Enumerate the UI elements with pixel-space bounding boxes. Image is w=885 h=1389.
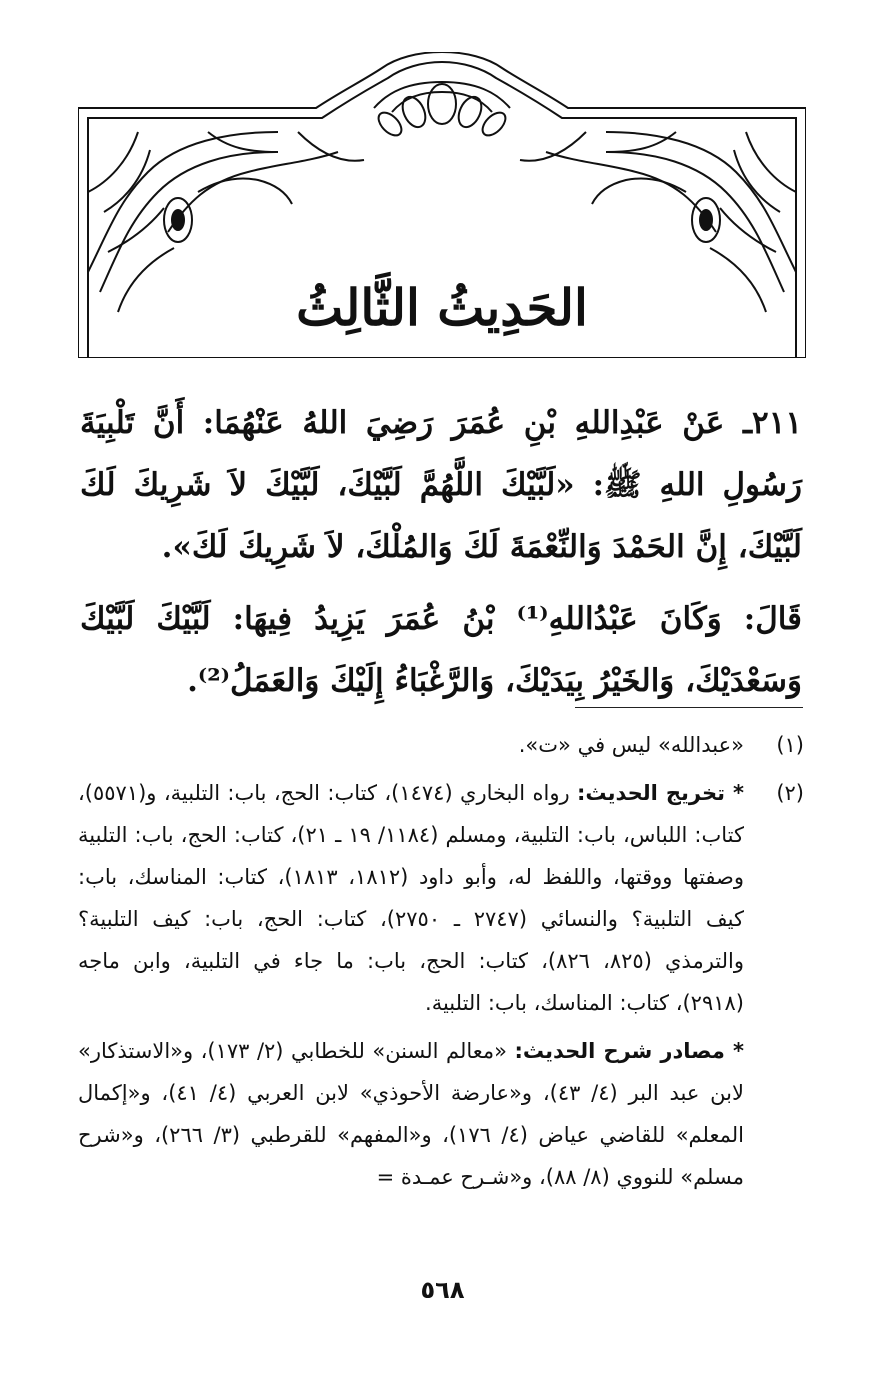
chapter-title: الحَدِيثُ الثَّالِثُ bbox=[296, 278, 588, 337]
footnote bbox=[78, 772, 804, 1024]
hadith-text bbox=[80, 392, 802, 712]
page-number: ٥٦٨ bbox=[420, 1276, 465, 1304]
footnotes bbox=[78, 724, 804, 1204]
footnote-body: رواه البخاري (١٤٧٤)، كتاب: الحج، باب: التلبية، و(٥٥٧١)، كتاب: اللباس، باب: التلبية، ومسلم (١١٨٤/ ١٩ ـ ٢١)، كتاب: الحج، باب: التلبية وصفتها ووقتها، واللفظ له، وأبو داود (١٨١٢، ١٨١٣)، كتاب: المناسك، باب: كيف التلبية؟ والنسائي (٢٧٤٧ ـ ٢٧٥٠)، كتاب: الحج، باب: كيف التلبية؟ والترمذي (٨٢٥، ٨٢٦)، كتاب: الحج، باب: ما جاء في التلبية، وابن ماجه (٢٩١٨)، كتاب: المناسك، باب: التلبية. bbox=[78, 781, 745, 1015]
footnote-body: «معالم السنن» للخطابي (٢/ ١٧٣)، و«الاستذكار» لابن عبد البر (٤/ ٤٣)، و«عارضة الأحوذي» لابن العربي (٤/ ٤١)، و«إكمال المعلم» للقاضي عياض (٤/ ١٧٦)، و«المفهم» للقرطبي (٣/ ٢٦٦)، و«شرح مسلم» للنووي (٨/ ٨٨)، و«شـرح عمـدة = bbox=[78, 1039, 744, 1189]
hadith-paragraph: قَالَ: وَكَانَ عَبْدُاللهِ⁽¹⁾ بْنُ عُمَرَ يَزِيدُ فِيهَا: لَبَّيْكَ لَبَّيْكَ وَسَعْدَيْكَ، وَالخَيْرُ بِيَدَيْكَ، وَالرَّغْبَاءُ إِلَيْكَ وَالعَمَلُ⁽²⁾. bbox=[80, 601, 802, 699]
footnote-label: * تخريج الحديث: bbox=[577, 781, 744, 805]
footnote-continuation bbox=[78, 1030, 744, 1198]
footnote-number: (٢) bbox=[776, 781, 804, 805]
footnote-label: * مصادر شرح الحديث: bbox=[514, 1039, 744, 1063]
footnote-number: (١) bbox=[776, 733, 804, 757]
footnote-separator bbox=[575, 707, 803, 708]
hadith-paragraph: ٢١١ـ عَنْ عَبْدِاللهِ بْنِ عُمَرَ رَضِيَ اللهُ عَنْهُمَا: أَنَّ تَلْبِيَةَ رَسُولِ اللهِ ﷺ: «لَبَّيْكَ اللَّهُمَّ لَبَّيْكَ، لَبَّيْكَ لاَ شَرِيكَ لَكَ لَبَّيْكَ، إِنَّ الحَمْدَ وَالنِّعْمَةَ لَكَ وَالمُلْكَ، لاَ شَرِيكَ لَكَ». bbox=[80, 405, 802, 565]
footnote-text: «عبدالله» ليس في «ت». bbox=[518, 733, 744, 757]
footnote-text bbox=[78, 772, 744, 1024]
footnote bbox=[78, 724, 804, 766]
